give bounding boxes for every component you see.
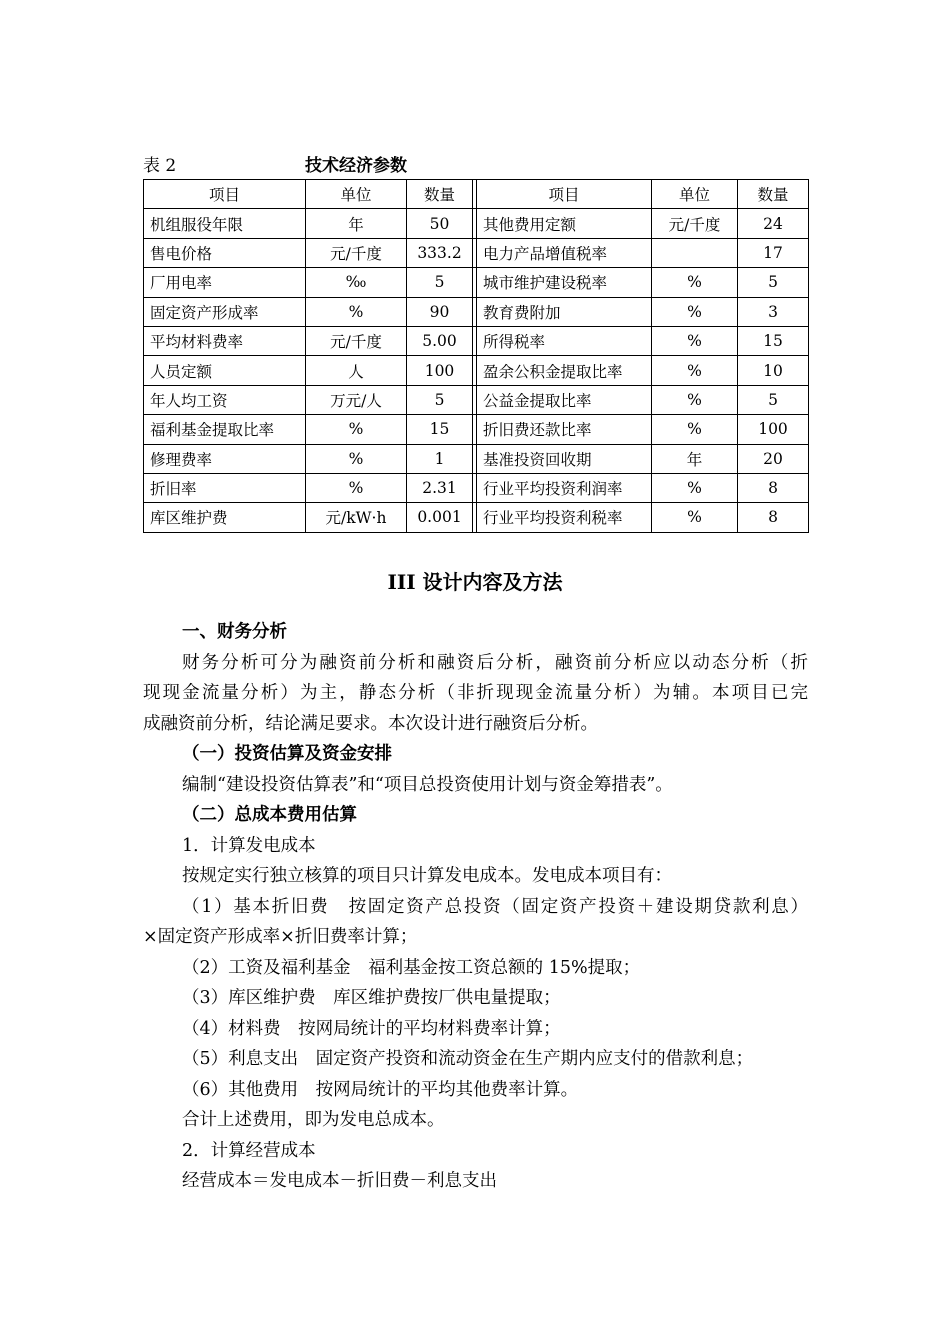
list-item: （3）库区维护费 库区维护费按厂供电量提取； <box>182 988 561 1008</box>
cell-qty-right: 10 <box>738 356 809 385</box>
subheading-total-cost: （二）总成本费用估算 <box>182 805 357 825</box>
cell-item-left: 库区维护费 <box>144 503 306 532</box>
formula-line: 经营成本＝发电成本－折旧费－利息支出 <box>182 1171 497 1191</box>
cell-qty-left: 333.2 <box>407 238 473 267</box>
paragraph-line: 成融资前分析，结论满足要求。本次设计进行融资后分析。 <box>143 713 598 734</box>
cell-item-right: 基准投资回收期 <box>477 444 652 473</box>
cell-qty-left: 5 <box>407 268 473 297</box>
list-item: （1）基本折旧费 按固定资产总投资（固定资产投资＋建设期贷款利息） <box>182 896 808 917</box>
cell-unit-right: % <box>652 385 738 414</box>
parameters-table <box>143 179 809 533</box>
cell-qty-right: 3 <box>738 297 809 326</box>
cell-item-left: 福利基金提取比率 <box>144 415 306 444</box>
cell-item-right: 所得税率 <box>477 326 652 355</box>
cell-unit-right: % <box>652 268 738 297</box>
table-row <box>144 238 809 267</box>
cell-qty-left: 5 <box>407 385 473 414</box>
cell-item-left: 修理费率 <box>144 444 306 473</box>
cell-unit-left: 元/千度 <box>306 326 407 355</box>
cell-unit-right: % <box>652 297 738 326</box>
table-row <box>144 268 809 297</box>
list-item: （6）其他费用 按网局统计的平均其他费率计算。 <box>182 1079 579 1100</box>
cell-item-left: 固定资产形成率 <box>144 297 306 326</box>
table-row <box>144 473 809 502</box>
header-unit-left: 单位 <box>306 180 407 209</box>
list-item: （2）工资及福利基金 福利基金按工资总额的 15%提取； <box>182 957 641 978</box>
table-row <box>144 503 809 532</box>
table-caption <box>143 151 808 177</box>
cell-item-left: 折旧率 <box>144 473 306 502</box>
paragraph-line: 按规定实行独立核算的项目只计算发电成本。发电成本项目有： <box>182 866 672 886</box>
cell-item-right: 公益金提取比率 <box>477 385 652 414</box>
list-item: （5）利息支出 固定资产投资和流动资金在生产期内应支付的借款利息； <box>182 1049 754 1069</box>
cell-qty-left: 1 <box>407 444 473 473</box>
section-heading: III 设计内容及方法 <box>387 570 563 594</box>
cell-unit-right: 年 <box>652 444 738 473</box>
cell-qty-left: 90 <box>407 297 473 326</box>
numbered-heading: 2．计算经营成本 <box>182 1140 316 1161</box>
cell-item-right: 折旧费还款比率 <box>477 415 652 444</box>
cell-qty-right: 15 <box>738 326 809 355</box>
cell-unit-right: % <box>652 503 738 532</box>
cell-unit-left: % <box>306 473 407 502</box>
cell-unit-left: 人 <box>306 356 407 385</box>
cell-unit-right: 元/千度 <box>652 209 738 238</box>
cell-unit-left: % <box>306 444 407 473</box>
cell-item-right: 盈余公积金提取比率 <box>477 356 652 385</box>
cell-item-right: 其他费用定额 <box>477 209 652 238</box>
list-item-continuation: ×固定资产形成率×折旧费率计算； <box>143 927 418 947</box>
cell-item-right: 城市维护建设税率 <box>477 268 652 297</box>
table-row <box>144 209 809 238</box>
parameters-table-wrapper <box>143 179 808 532</box>
cell-unit-left: 元/千度 <box>306 238 407 267</box>
cell-unit-left: 年 <box>306 209 407 238</box>
cell-item-left: 平均材料费率 <box>144 326 306 355</box>
cell-item-right: 行业平均投资利税率 <box>477 503 652 532</box>
subheading-financial-analysis: 一、财务分析 <box>182 622 287 642</box>
paragraph-line: 现现金流量分析）为主，静态分析（非折现现金流量分析）为辅。本项目已完 <box>143 683 808 703</box>
cell-unit-right: % <box>652 356 738 385</box>
numbered-heading: 1．计算发电成本 <box>182 835 316 856</box>
list-item: （4）材料费 按网局统计的平均材料费率计算； <box>182 1018 561 1039</box>
cell-qty-right: 8 <box>738 473 809 502</box>
cell-qty-right: 24 <box>738 209 809 238</box>
cell-qty-right: 20 <box>738 444 809 473</box>
cell-item-left: 厂用电率 <box>144 268 306 297</box>
cell-unit-right: % <box>652 473 738 502</box>
cell-qty-right: 5 <box>738 268 809 297</box>
header-item-left: 项目 <box>144 180 306 209</box>
table-header-row <box>144 180 809 209</box>
body-text <box>143 617 808 1197</box>
header-qty-right: 数量 <box>738 180 809 209</box>
header-item-right: 项目 <box>477 180 652 209</box>
cell-unit-right: % <box>652 326 738 355</box>
cell-item-left: 年人均工资 <box>144 385 306 414</box>
cell-qty-left: 0.001 <box>407 503 473 532</box>
table-row <box>144 326 809 355</box>
cell-qty-left: 100 <box>407 356 473 385</box>
paragraph-line: 编制“建设投资估算表”和“项目总投资使用计划与资金筹措表”。 <box>182 774 673 795</box>
cell-item-left: 机组服役年限 <box>144 209 306 238</box>
cell-qty-left: 5.00 <box>407 326 473 355</box>
paragraph-line: 合计上述费用，即为发电总成本。 <box>182 1110 445 1130</box>
cell-qty-left: 15 <box>407 415 473 444</box>
cell-item-right: 行业平均投资利润率 <box>477 473 652 502</box>
table-row <box>144 444 809 473</box>
cell-unit-left: ‰ <box>306 268 407 297</box>
table-row <box>144 297 809 326</box>
table-caption-label: 表 2 <box>143 156 177 176</box>
cell-item-right: 教育费附加 <box>477 297 652 326</box>
cell-unit-left: 万元/人 <box>306 385 407 414</box>
cell-qty-right: 8 <box>738 503 809 532</box>
cell-qty-right: 100 <box>738 415 809 444</box>
table-row <box>144 415 809 444</box>
table-row <box>144 385 809 414</box>
cell-item-right: 电力产品增值税率 <box>477 238 652 267</box>
header-qty-left: 数量 <box>407 180 473 209</box>
cell-item-left: 售电价格 <box>144 238 306 267</box>
cell-unit-left: 元/kW·h <box>306 503 407 532</box>
cell-unit-right <box>652 238 738 267</box>
paragraph-line: 财务分析可分为融资前分析和融资后分析，融资前分析应以动态分析（折 <box>182 652 808 673</box>
cell-qty-left: 2.31 <box>407 473 473 502</box>
subheading-investment-estimate: （一）投资估算及资金安排 <box>182 744 392 764</box>
cell-unit-right: % <box>652 415 738 444</box>
cell-item-left: 人员定额 <box>144 356 306 385</box>
cell-unit-left: % <box>306 297 407 326</box>
table-row <box>144 356 809 385</box>
table-caption-title: 技术经济参数 <box>305 156 407 176</box>
cell-qty-right: 5 <box>738 385 809 414</box>
cell-qty-left: 50 <box>407 209 473 238</box>
header-unit-right: 单位 <box>652 180 738 209</box>
cell-unit-left: % <box>306 415 407 444</box>
cell-qty-right: 17 <box>738 238 809 267</box>
